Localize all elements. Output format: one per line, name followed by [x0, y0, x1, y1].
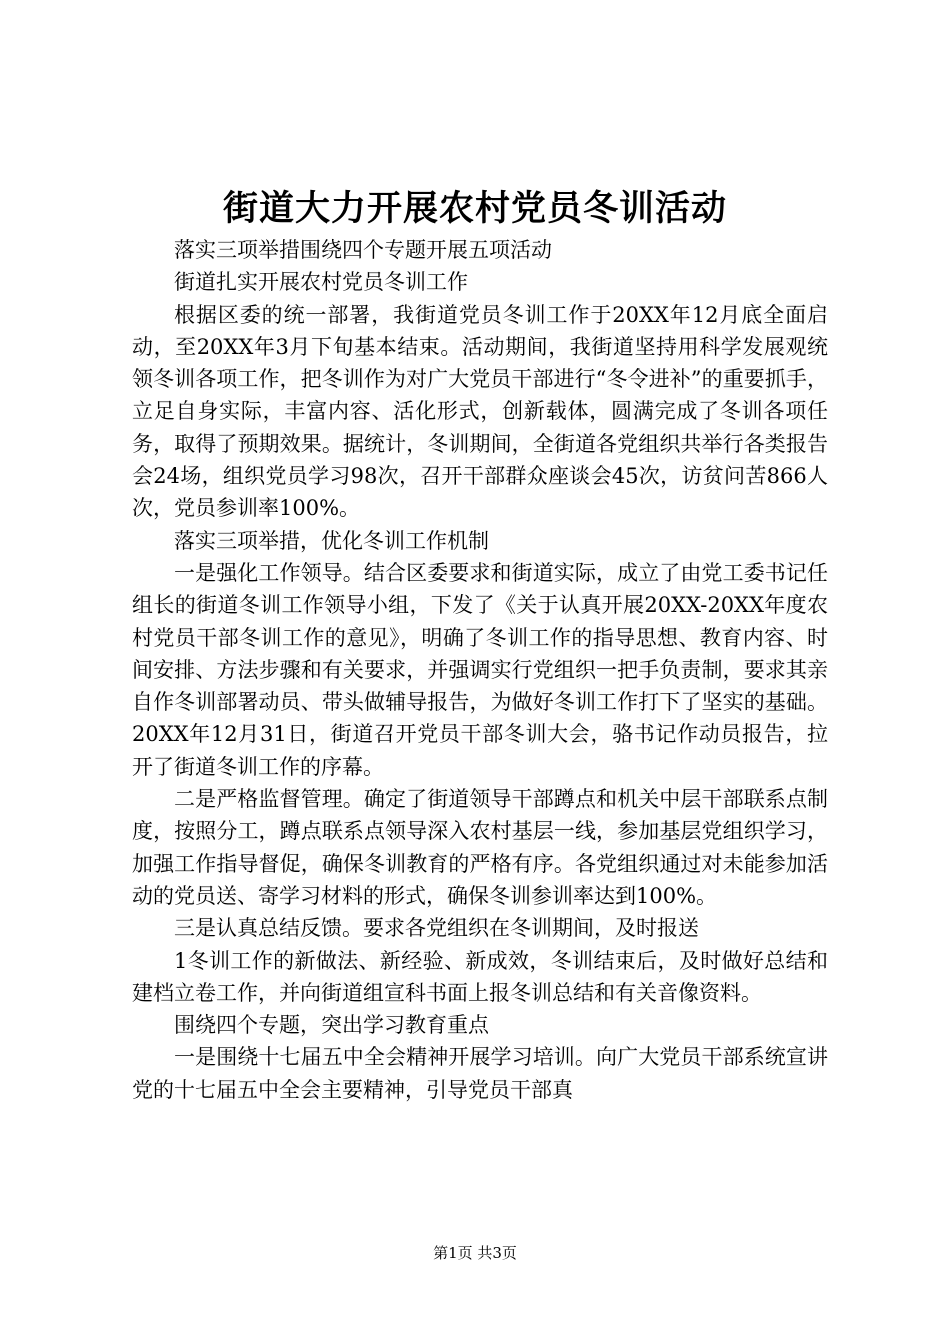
body-paragraph: 二是严格监督管理。确定了街道领导干部蹲点和机关中层干部联系点制度，按照分工，蹲点联系点领导深入农村基层一线，参加基层党组织学习，加强工作指导督促，确保冬训教育的严格有序。各党组织通过对未能参加活动的党员送、寄学习材料的形式，确保冬训参训率达到100%。 — [132, 787, 828, 908]
page-number: 第1页 共3页 — [433, 1244, 517, 1262]
body-paragraph: 一是围绕十七届五中全会精神开展学习培训。向广大党员干部系统宣讲党的十七届五中全会主要精神，引导党员干部真 — [132, 1045, 828, 1102]
section-heading: 围绕四个专题，突出学习教育重点 — [174, 1013, 489, 1038]
body-paragraph: 三是认真总结反馈。要求各党组织在冬训期间，及时报送 — [174, 916, 699, 941]
body-paragraph: 根据区委的统一部署，我街道党员冬训工作于20XX年12月底全面启动，至20XX年3月下旬基本结束。活动期间，我街道坚持用科学发展观统领冬训各项工作，把冬训作为对广大党员干部进行“冬令进补”的重要抓手，立足自身实际，丰富内容、活化形式，创新载体，圆满完成了冬训各项任务，取得了预期效果。据统计，冬训期间，全街道各党组织共举行各类报告会24场，组织党员学习98次，召开干部群众座谈会45次，访贫问苦866人次，党员参训率100%。 — [132, 302, 828, 521]
section-heading: 落实三项举措，优化冬训工作机制 — [174, 528, 489, 553]
document-body — [132, 234, 828, 1106]
document-title: 街道大力开展农村党员冬训活动 — [222, 188, 727, 229]
body-paragraph: 一是强化工作领导。结合区委要求和街道实际，成立了由党工委书记任组长的街道冬训工作领导小组，下发了《关于认真开展20XX-20XX年度农村党员干部冬训工作的意见》，明确了冬训工作的指导思想、教育内容、时间安排、方法步骤和有关要求，并强调实行党组织一把手负责制，要求其亲自作冬训部署动员、带头做辅导报告，为做好冬训工作打下了坚实的基础。20XX年12月31日，街道召开党员干部冬训大会，骆书记作动员报告，拉开了街道冬训工作的序幕。 — [132, 560, 828, 779]
subtitle-line: 落实三项举措围绕四个专题开展五项活动 — [174, 238, 552, 262]
body-paragraph: 1冬训工作的新做法、新经验、新成效，冬训结束后，及时做好总结和建档立卷工作，并向街道组宣科书面上报冬训总结和有关音像资料。 — [132, 948, 828, 1005]
subtitle-line: 街道扎实开展农村党员冬训工作 — [174, 270, 468, 295]
